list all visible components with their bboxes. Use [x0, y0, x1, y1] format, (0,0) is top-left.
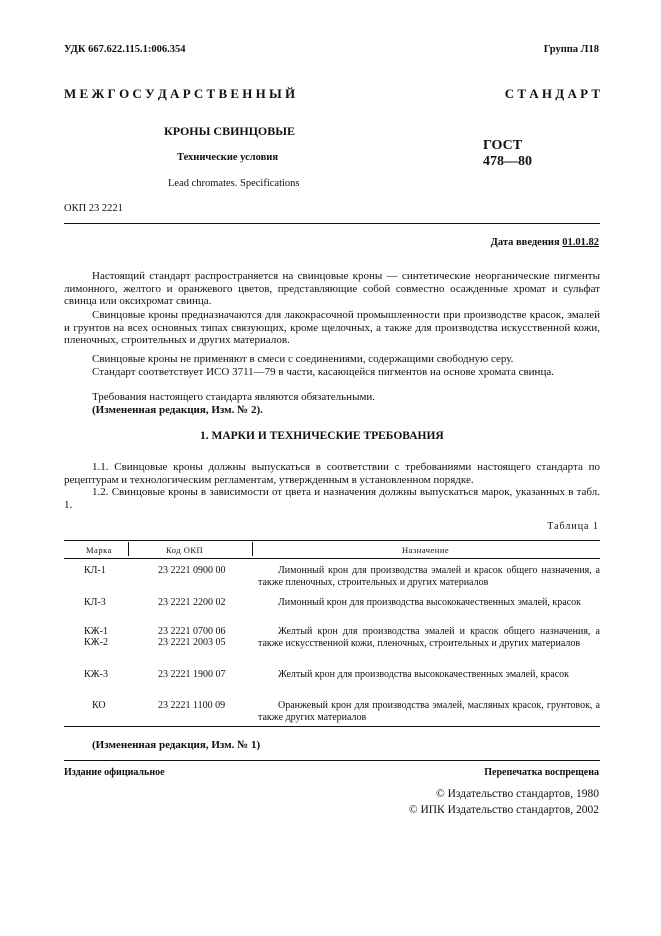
- edit-note-2: (Измененная редакция, Изм. № 2).: [92, 404, 263, 416]
- copyright-1980: © Издательство стандартов, 1980: [435, 788, 599, 800]
- intro-paragraph-iso: Стандарт соответствует ИСО 3711—79 в части, касающейся пигментов на основе хромата свинца.: [92, 366, 554, 378]
- table-header-mark: Марка: [86, 545, 112, 555]
- row-purpose: Оранжевый крон для производства эмалей, масляных красок, грунтовок, а также других материалов: [258, 700, 600, 723]
- row-mark: КО: [92, 700, 106, 711]
- row-mark-secondary: КЖ-2: [84, 637, 108, 648]
- row-purpose: Лимонный крон для производства высококачественных эмалей, красок: [278, 597, 581, 608]
- official-edition-label: Издание официальное: [64, 767, 165, 778]
- gost-code: 478—80: [483, 154, 532, 169]
- intro-paragraph-purpose: Свинцовые кроны предназначаются для лакокрасочной промышленности при производстве красок, эмалей и грунтов на всех основных типах связующих, кроме щелочных, а также для производства искусственной кожи, пленочных, строительных и других материалов.: [64, 309, 600, 346]
- table-header-code: Код ОКП: [166, 545, 204, 555]
- row-mark: КЖ-1: [84, 626, 108, 637]
- clause-1-2: 1.2. Свинцовые кроны в зависимости от цвета и назначения должны выпускаться марок, указанных в табл. 1.: [64, 486, 600, 511]
- clause-1-1: 1.1. Свинцовые кроны должны выпускаться в соответствии с требованиями настоящего стандарта по рецептурам и технологическим регламентам, утвержденным в установленном порядке.: [64, 461, 600, 486]
- row-code: 23 2221 1900 07: [158, 669, 226, 680]
- row-mark: КЛ-3: [84, 597, 106, 608]
- document-subtitle: Технические условия: [177, 152, 279, 163]
- table-header-divider: [128, 542, 129, 556]
- effective-date-label: Дата введения: [490, 237, 560, 248]
- row-purpose: Желтый крон для производства высококачественных эмалей, красок: [278, 669, 570, 680]
- table-top-rule: [64, 540, 600, 541]
- row-purpose: Лимонный крон для производства эмалей и красок общего назначения, а также пленочных, строительных и других материалов: [258, 565, 600, 588]
- row-code: 23 2221 2200 02: [158, 597, 226, 608]
- row-code: 23 2221 0700 06: [158, 626, 226, 637]
- intro-paragraph-scope: Настоящий стандарт распространяется на свинцовые кроны — синтетические неорганические пигменты лимонного, желтого и оранжевого цветов, представляющие собой совместно осажденные хромат и сульфат свинца или оксихромат свинца.: [64, 270, 600, 307]
- row-purpose: Желтый крон для производства эмалей и красок общего назначения, а также искусственной кожи, пленочных, строительных и других материалов: [258, 626, 600, 649]
- row-mark: КЖ-3: [84, 669, 108, 680]
- table-bottom-rule: [64, 726, 600, 727]
- table-header-rule: [64, 558, 600, 559]
- banner-word-interstate: М Е Ж Г О С У Д А Р С Т В Е Н Н Ы Й: [64, 86, 296, 101]
- row-code: 23 2221 0900 00: [158, 565, 226, 576]
- banner-word-standard: С Т А Н Д А Р Т: [504, 86, 600, 101]
- section-heading: 1. МАРКИ И ТЕХНИЧЕСКИЕ ТРЕБОВАНИЯ: [200, 430, 444, 442]
- divider-top: [64, 223, 600, 224]
- table-header-divider: [252, 542, 253, 556]
- standard-banner: [64, 86, 600, 102]
- row-code: 23 2221 1100 09: [158, 700, 226, 711]
- udk-code: УДК 667.622.115.1:006.354: [64, 44, 186, 55]
- intro-paragraph-mandatory: Требования настоящего стандарта являются обязательными.: [92, 391, 376, 403]
- gost-label: ГОСТ: [483, 138, 523, 153]
- effective-date: [491, 237, 599, 248]
- english-title: Lead chromates. Specifications: [168, 178, 300, 189]
- gost-number: [483, 138, 532, 170]
- intro-paragraph-restriction: Свинцовые кроны не применяют в смеси с соединениями, содержащими свободную серу.: [92, 353, 514, 365]
- table-caption: Таблица 1: [547, 521, 599, 532]
- group-code: Группа Л18: [543, 44, 599, 55]
- table-header-purpose: Назначение: [402, 545, 450, 555]
- document-title: КРОНЫ СВИНЦОВЫЕ: [164, 124, 296, 138]
- divider-bottom: [64, 760, 600, 761]
- row-code-secondary: 23 2221 2003 05: [158, 637, 226, 648]
- copyright-2002: © ИПК Издательство стандартов, 2002: [408, 804, 599, 816]
- edit-note-1: (Измененная редакция, Изм. № 1): [92, 739, 261, 751]
- row-mark: КЛ-1: [84, 565, 106, 576]
- okp-code: ОКП 23 2221: [64, 203, 123, 214]
- reprint-prohibited-label: Перепечатка воспрещена: [484, 767, 599, 778]
- effective-date-value: 01.01.82: [562, 237, 599, 248]
